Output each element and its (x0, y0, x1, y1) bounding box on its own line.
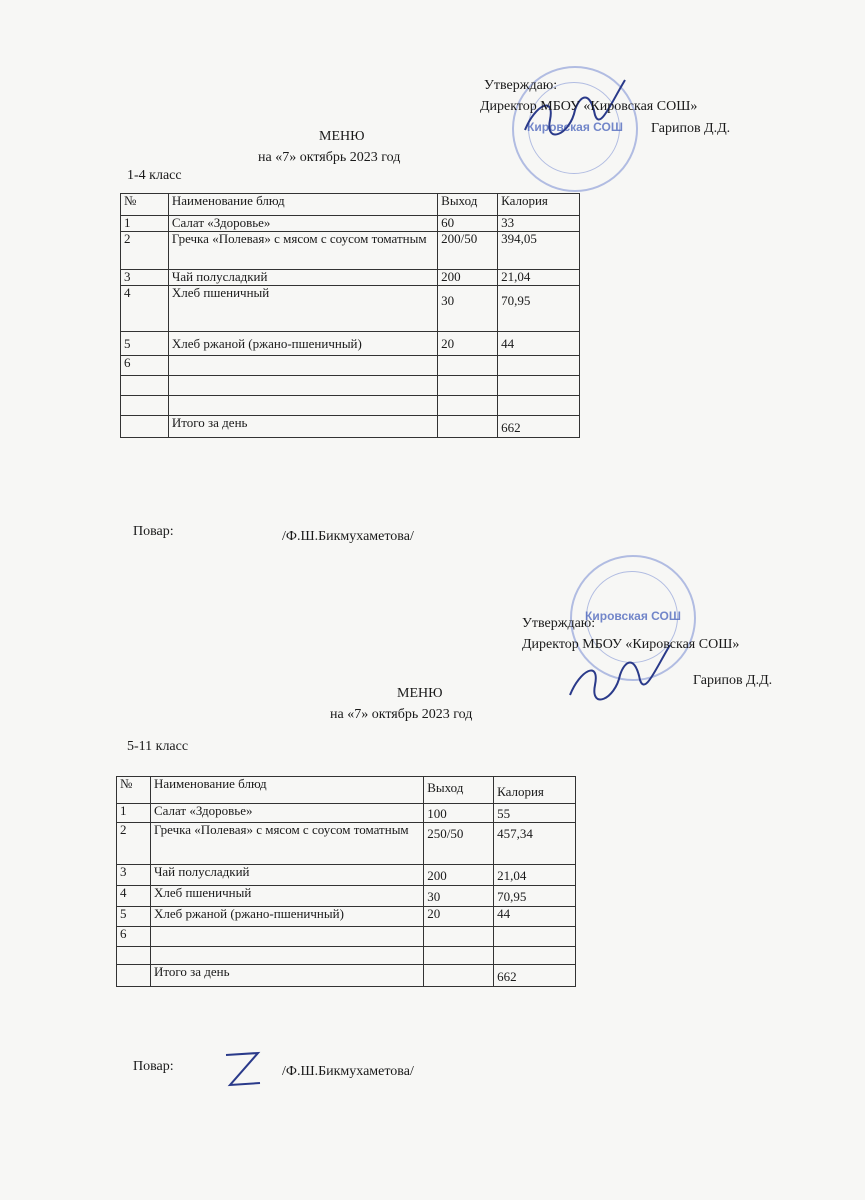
table-row (117, 804, 576, 823)
cook-label: Повар: (133, 1059, 174, 1074)
stamp-label: Кировская СОШ (585, 609, 681, 623)
total-label: Итого за день (150, 965, 423, 987)
cell: 6 (121, 356, 169, 376)
table-row (117, 823, 576, 865)
approve-label: Утверждаю: (484, 78, 558, 93)
cell (424, 927, 494, 947)
menu-date: на «7» октябрь 2023 год (258, 150, 401, 165)
cell (121, 416, 169, 438)
header-cell: Калория (494, 777, 576, 804)
cell (438, 396, 498, 416)
header-cell: № (121, 194, 169, 216)
cell: 5 (121, 332, 169, 356)
header-cell: Выход (424, 777, 494, 804)
cell: 21,04 (498, 270, 580, 286)
table-header (121, 194, 580, 216)
header-cell: № (117, 777, 151, 804)
cell: 44 (494, 907, 576, 927)
cook-name: /Ф.Ш.Бикмухаметова/ (282, 1064, 414, 1079)
cell: 70,95 (494, 886, 576, 907)
director-name: Гарипов Д.Д. (693, 673, 773, 688)
cell (438, 376, 498, 396)
class-label: 1-4 класс (127, 168, 182, 183)
cell: 30 (424, 886, 494, 907)
cell: 200 (424, 865, 494, 886)
cell: 30 (438, 286, 498, 332)
cell: 394,05 (498, 232, 580, 270)
table-row (121, 332, 580, 356)
cell (168, 376, 437, 396)
cook-signature (218, 1045, 268, 1095)
cook-name: /Ф.Ш.Бикмухаметова/ (282, 529, 414, 544)
menu-table (116, 776, 576, 987)
table-row (121, 216, 580, 232)
total-label: Итого за день (168, 416, 437, 438)
cell: 200 (438, 270, 498, 286)
cell: Хлеб пшеничный (168, 286, 437, 332)
header-cell: Наименование блюд (150, 777, 423, 804)
cell: Хлеб пшеничный (150, 886, 423, 907)
cell: Чай полусладкий (150, 865, 423, 886)
cell: Хлеб ржаной (ржано-пшеничный) (150, 907, 423, 927)
director-title: Директор МБОУ «Кировская СОШ» (522, 637, 740, 652)
total-value: 662 (498, 416, 580, 438)
cell (150, 947, 423, 965)
cell (117, 947, 151, 965)
table-header (117, 777, 576, 804)
cell (494, 927, 576, 947)
class-label: 5-11 класс (127, 739, 189, 754)
cell: 250/50 (424, 823, 494, 865)
cell: Гречка «Полевая» с мясом с соусом томатным (168, 232, 437, 270)
cell: 44 (498, 332, 580, 356)
table-row (117, 947, 576, 965)
header-cell: Калория (498, 194, 580, 216)
table-row (121, 270, 580, 286)
table-row (121, 232, 580, 270)
cell: 20 (438, 332, 498, 356)
cell: 5 (117, 907, 151, 927)
header-cell: Выход (438, 194, 498, 216)
cell (424, 947, 494, 965)
menu-title: МЕНЮ (319, 129, 365, 144)
table-row (117, 886, 576, 907)
cell: 70,95 (498, 286, 580, 332)
cell: 2 (117, 823, 151, 865)
table-row (117, 865, 576, 886)
stamp-label: Кировская СОШ (527, 120, 623, 134)
cell (438, 356, 498, 376)
approve-label: Утверждаю: (522, 616, 596, 631)
cell: Чай полусладкий (168, 270, 437, 286)
cell (121, 396, 169, 416)
cell (150, 927, 423, 947)
cell: 20 (424, 907, 494, 927)
table-row (121, 356, 580, 376)
cell (117, 965, 151, 987)
cook-label: Повар: (133, 524, 174, 539)
cell: Салат «Здоровье» (168, 216, 437, 232)
table-row (121, 286, 580, 332)
cell: 60 (438, 216, 498, 232)
cell (498, 356, 580, 376)
cell (168, 356, 437, 376)
cell: 457,34 (494, 823, 576, 865)
cell (424, 965, 494, 987)
cell: Хлеб ржаной (ржано-пшеничный) (168, 332, 437, 356)
menu-date: на «7» октябрь 2023 год (330, 707, 473, 722)
cell: 200/50 (438, 232, 498, 270)
cell: 33 (498, 216, 580, 232)
cell: 6 (117, 927, 151, 947)
cell: Салат «Здоровье» (150, 804, 423, 823)
table-row (121, 376, 580, 396)
cell: Гречка «Полевая» с мясом с соусом томатным (150, 823, 423, 865)
total-row (121, 416, 580, 438)
cell: 1 (117, 804, 151, 823)
total-row (117, 965, 576, 987)
menu-title: МЕНЮ (397, 686, 443, 701)
cell (121, 376, 169, 396)
cell: 21,04 (494, 865, 576, 886)
table-row (121, 396, 580, 416)
total-value: 662 (494, 965, 576, 987)
cell (494, 947, 576, 965)
header-cell: Наименование блюд (168, 194, 437, 216)
cell (498, 396, 580, 416)
cell: 55 (494, 804, 576, 823)
cell (168, 396, 437, 416)
director-name: Гарипов Д.Д. (651, 121, 731, 136)
menu-table (120, 193, 580, 438)
cell: 1 (121, 216, 169, 232)
director-title: Директор МБОУ «Кировская СОШ» (480, 99, 698, 114)
cell (438, 416, 498, 438)
cell: 2 (121, 232, 169, 270)
cell (498, 376, 580, 396)
cell: 3 (117, 865, 151, 886)
table-row (117, 907, 576, 927)
table-row (117, 927, 576, 947)
cell: 3 (121, 270, 169, 286)
cell: 100 (424, 804, 494, 823)
cell: 4 (117, 886, 151, 907)
cell: 4 (121, 286, 169, 332)
